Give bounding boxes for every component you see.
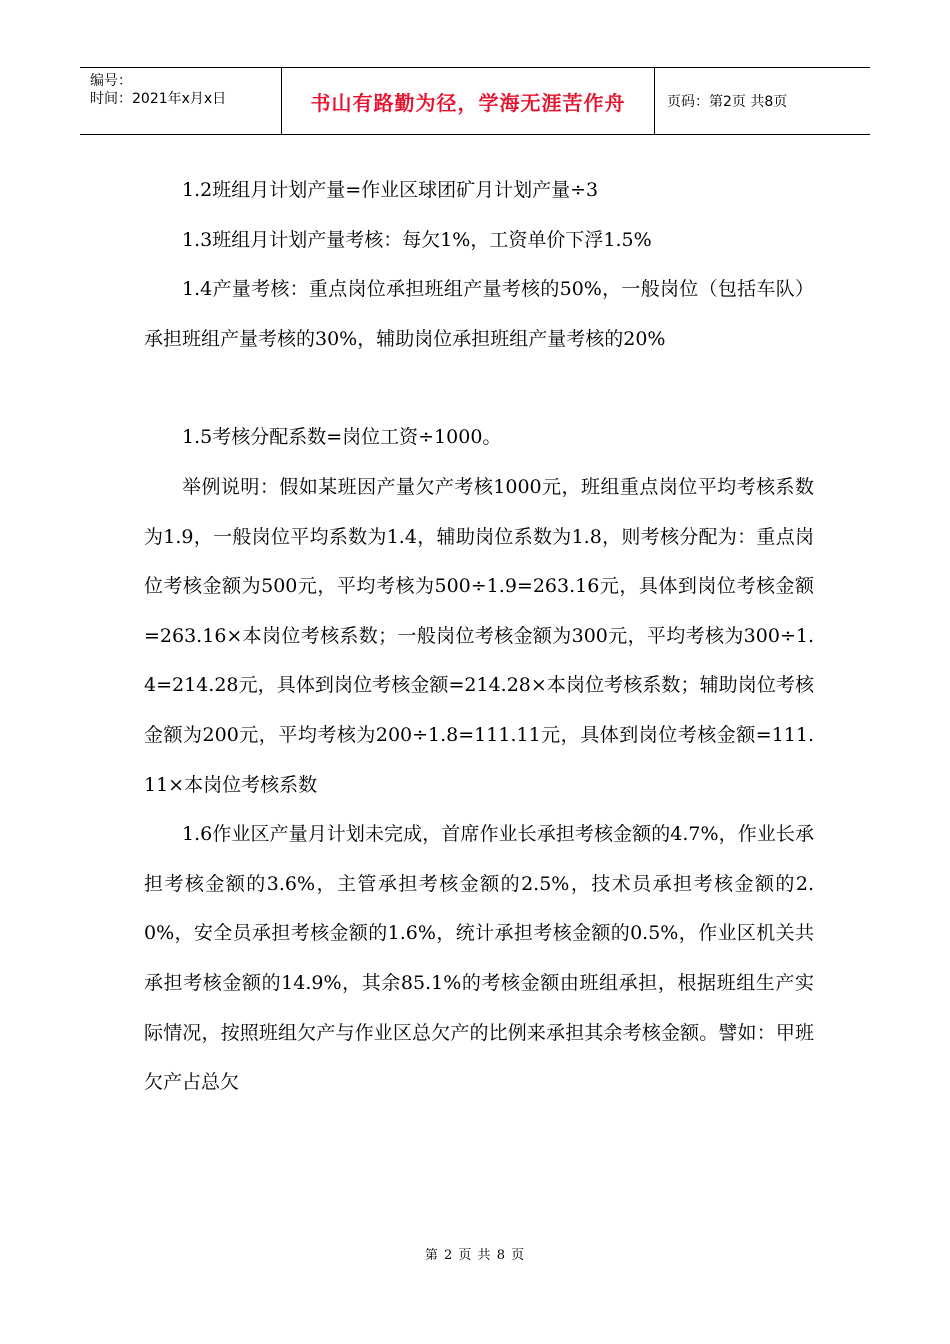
header-motto: 书山有路勤为径，学海无涯苦作舟 — [282, 68, 655, 134]
paragraph-spacer — [144, 364, 814, 413]
page-footer: 第 2 页 共 8 页 — [424, 1248, 526, 1263]
paragraph-1-6: 1.6作业区产量月计划未完成，首席作业长承担考核金额的4.7%，作业长承担考核金额的3.6%，主管承担考核金额的2.5%，技术员承担考核金额的2.0%，安全员承担考核金额的1.6%，统计承担考核金额的0.5%，作业区机关共承担考核金额的14.9%，其余85.1%的考核金额由班组承担，根据班组生产实际情况，按照班组欠产与作业区总欠产的比例来承担其余考核金额。譬如：甲班欠产占总欠 — [144, 823, 814, 1094]
paragraph-1-4: 1.4产量考核：重点岗位承担班组产量考核的50%，一般岗位（包括车队）承担班组产量考核的30%，辅助岗位承担班组产量考核的20% — [144, 278, 814, 350]
paragraph-example: 举例说明：假如某班因产量欠产考核1000元，班组重点岗位平均考核系数为1.9，一般岗位平均系数为1.4，辅助岗位系数为1.8，则考核分配为：重点岗位考核金额为500元，平均考核为500÷1.9=263.16元，具体到岗位考核金额=263.16×本岗位考核系数；一般岗位考核金额为300元，平均考核为300÷1.4=214.28元，具体到岗位考核金额=214.28×本岗位考核系数；辅助岗位考核金额为200元，平均考核为200÷1.8=111.11元，具体到岗位考核金额=111.11×本岗位考核系数 — [144, 475, 814, 796]
header-page-info: 页码：第2页 共8页 — [667, 94, 788, 110]
document-body — [144, 166, 814, 1108]
paragraph-1-5: 1.5考核分配系数=岗位工资÷1000。 — [182, 426, 502, 449]
paragraph-1-2: 1.2班组月计划产量=作业区球团矿月计划产量÷3 — [182, 179, 599, 201]
header-meta — [80, 68, 282, 134]
paragraph-1-3: 1.3班组月计划产量考核：每欠1%，工资单价下浮1.5% — [182, 228, 652, 251]
document-number-label: 编号： — [90, 73, 132, 89]
document-date: 时间：2021年x月x日 — [90, 91, 227, 107]
page-header — [80, 67, 870, 135]
